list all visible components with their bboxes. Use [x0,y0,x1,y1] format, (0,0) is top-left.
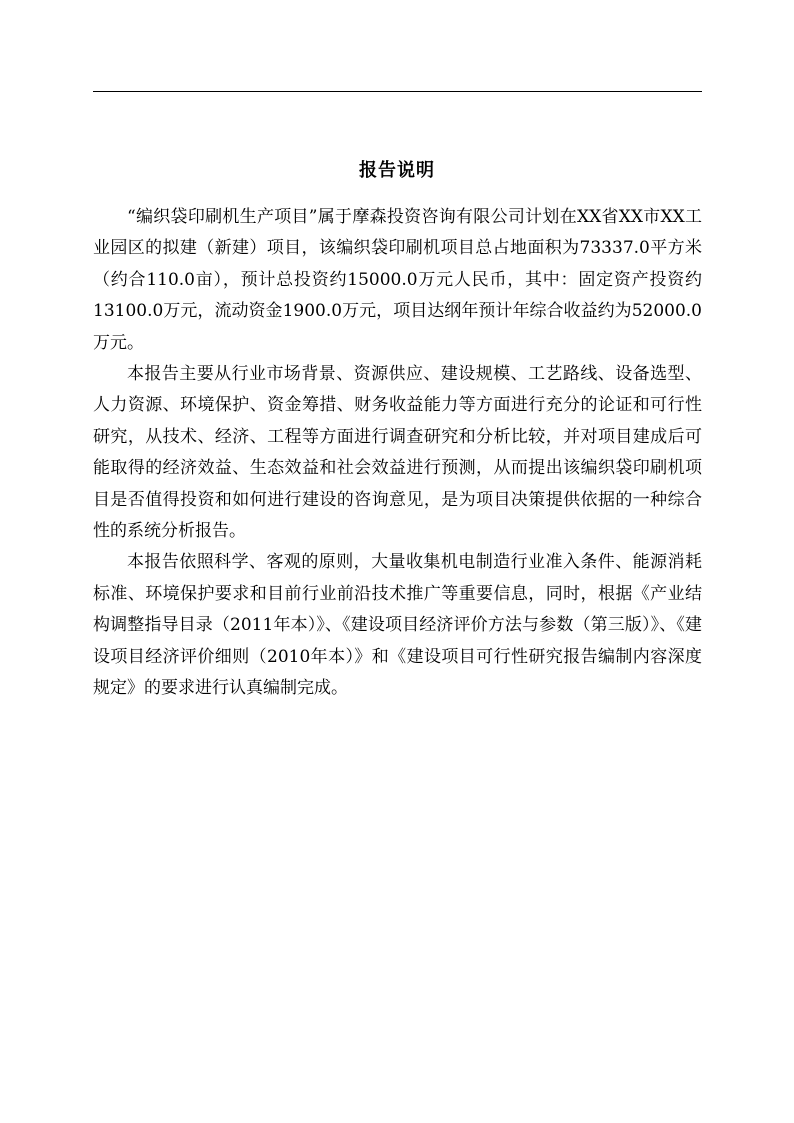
page-title: 报告说明 [359,160,435,181]
paragraph-basis: 本报告依照科学、客观的原则，大量收集机电制造行业准入条件、能源消耗标准、环境保护要求和目前行业前沿技术推广等重要信息，同时，根据《产业结构调整指导目录（2011年本）》、《建设项目经济评价方法与参数（第三版）》、《建设项目经济评价细则（2010年本）》和《建设项目可行性研究报告编制内容深度规定》的要求进行认真编制完成。 [93,552,702,699]
paragraph-project-overview: “编织袋印刷机生产项目”属于摩森投资咨询有限公司计划在XX省XX市XX工业园区的拟建（新建）项目，该编织袋印刷机项目总占地面积为73337.0平方米（约合110.0亩），预计总投资约15000.0万元人民币，其中：固定资产投资约13100.0万元，流动资金1900.0万元，项目达纲年预计年综合收益约为52000.0万元。 [93,207,702,353]
document-body [93,202,702,705]
header-rule [93,91,702,92]
paragraph-report-scope: 本报告主要从行业市场背景、资源供应、建设规模、工艺路线、设备选型、人力资源、环境保护、资金筹措、财务收益能力等方面进行充分的论证和可行性研究，从技术、经济、工程等方面进行调查研究和分析比较，并对项目建成后可能取得的经济效益、生态效益和社会效益进行预测，从而提出该编织袋印刷机项目是否值得投资和如何进行建设的咨询意见，是为项目决策提供依据的一种综合性的系统分析报告。 [93,364,702,542]
